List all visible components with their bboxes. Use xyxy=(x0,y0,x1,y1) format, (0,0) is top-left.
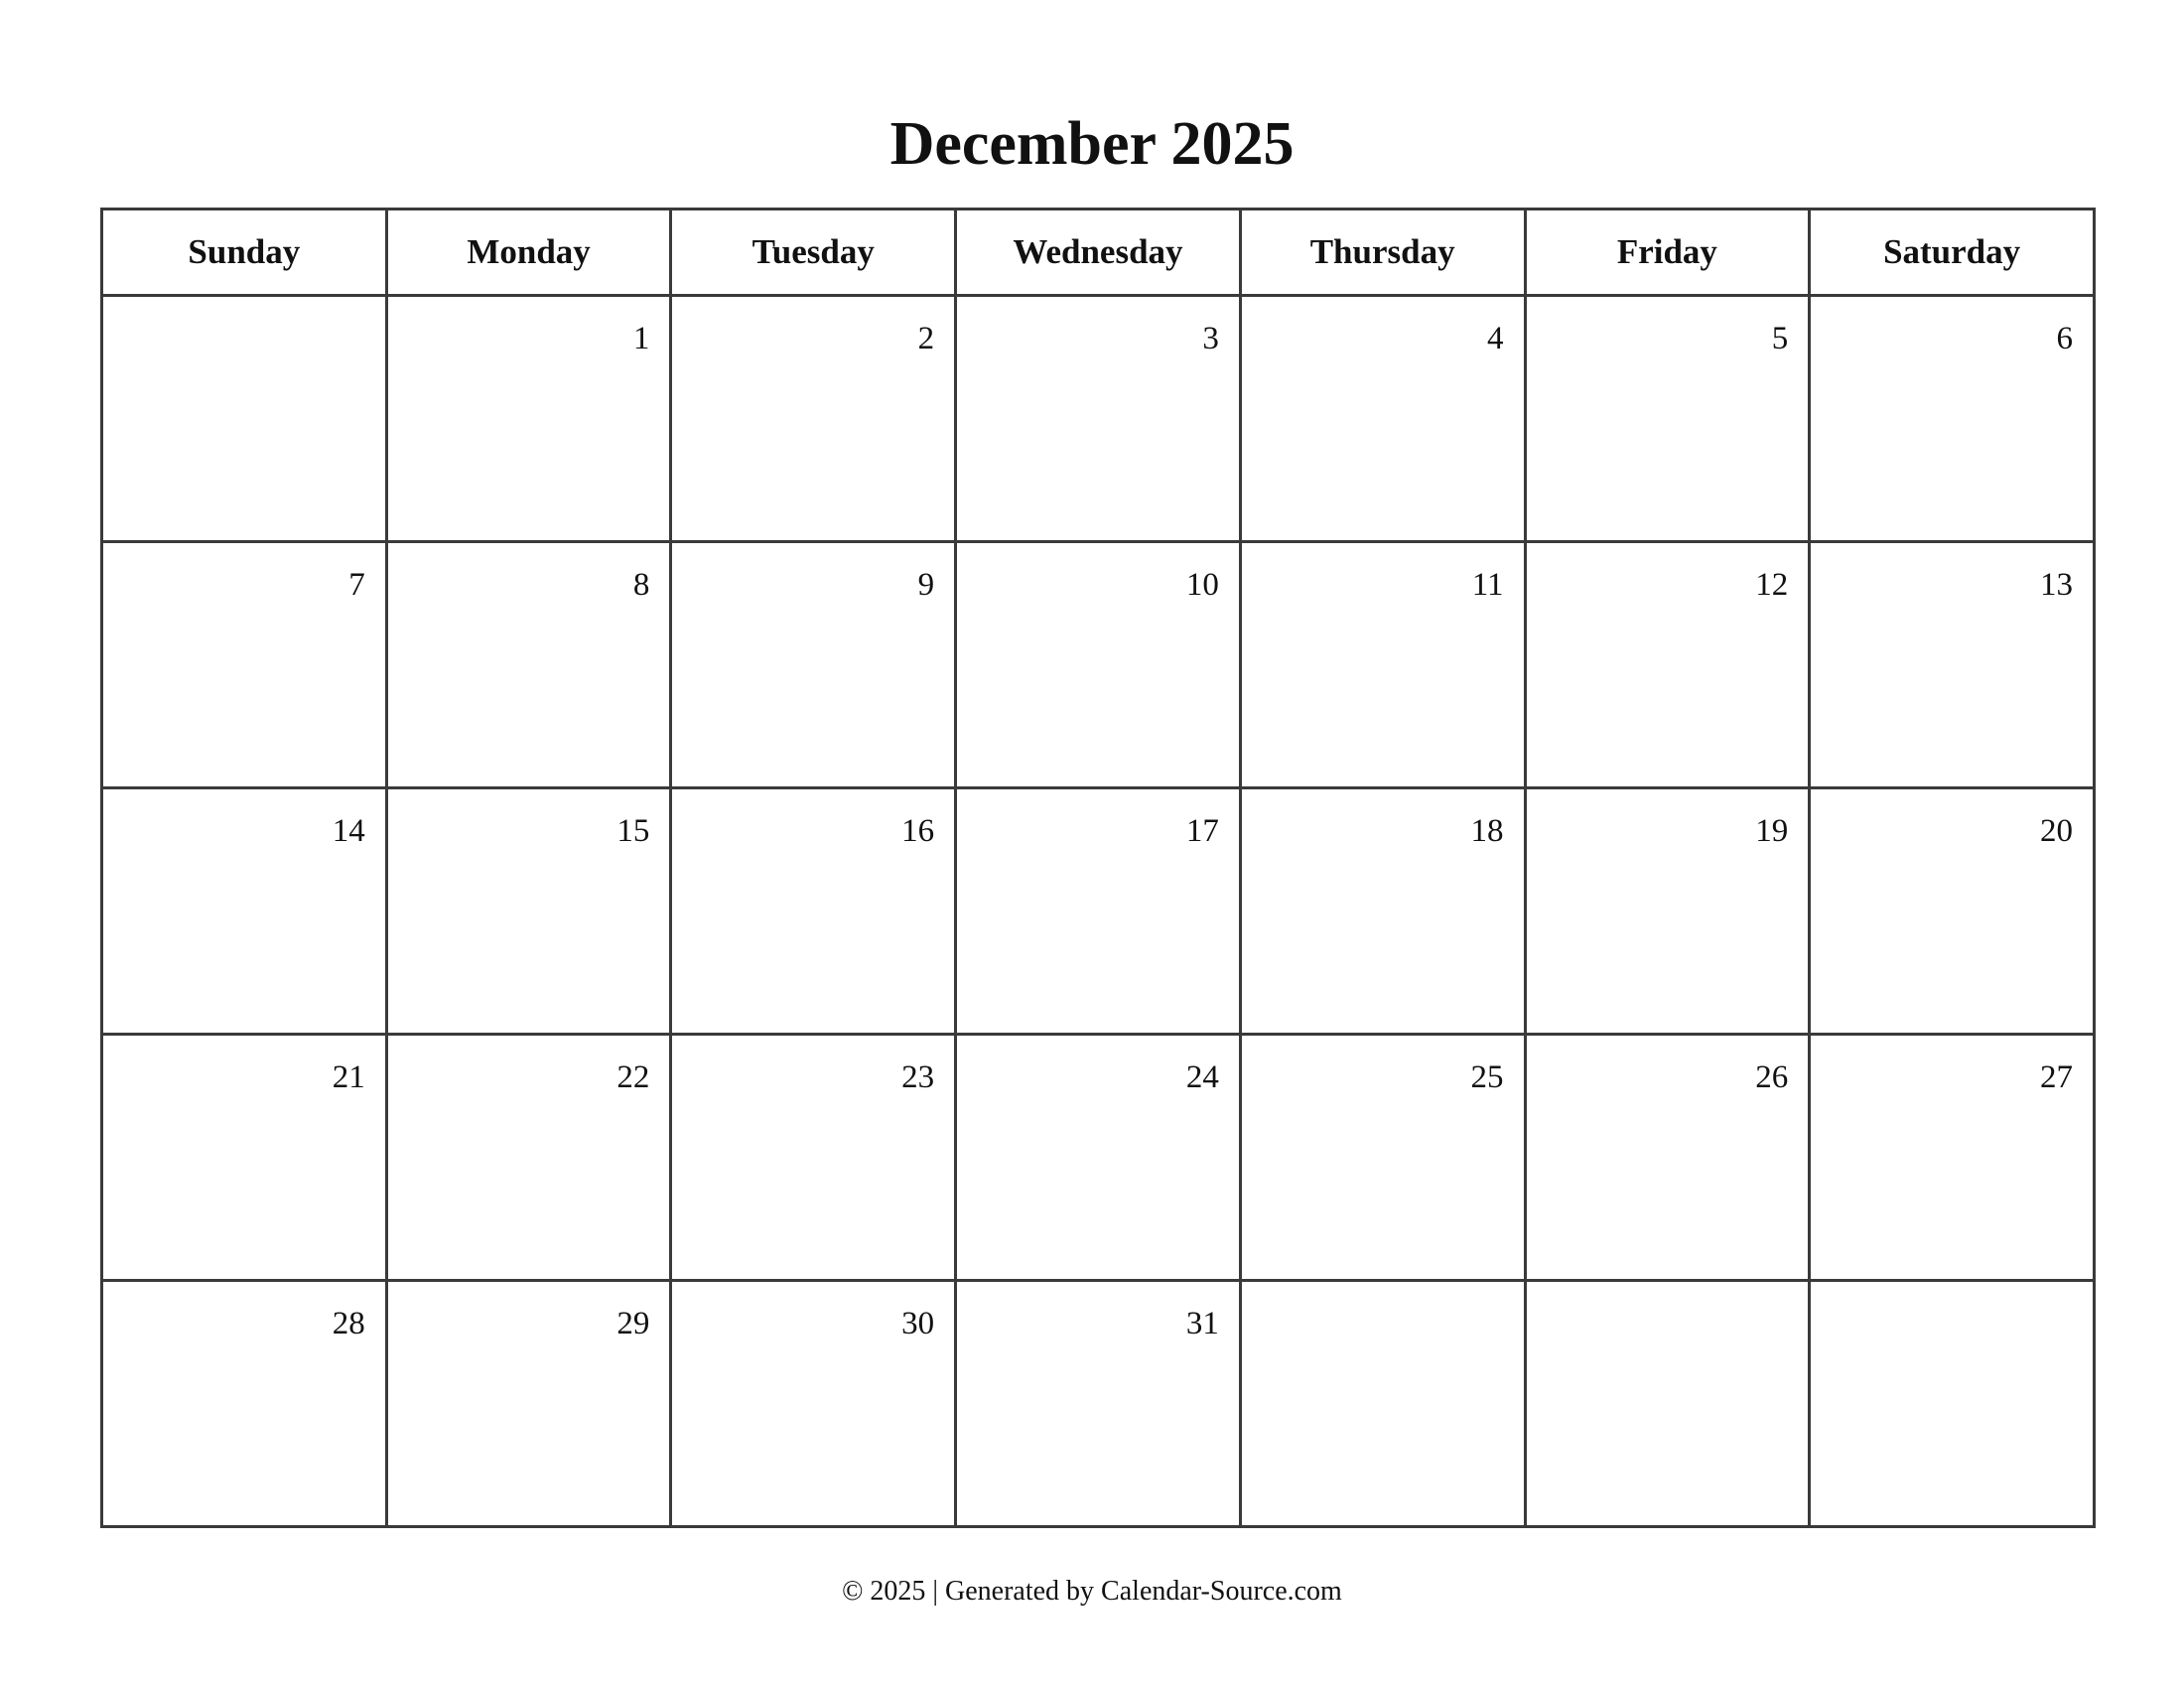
day-cell xyxy=(386,296,671,542)
day-number xyxy=(1527,1282,1809,1304)
day-cell xyxy=(956,1035,1241,1281)
day-number: 2 xyxy=(917,321,935,356)
day-number: 28 xyxy=(332,1306,365,1341)
day-number: 27 xyxy=(2040,1059,2073,1095)
day-number: 25 xyxy=(1470,1059,1504,1095)
day-cell xyxy=(956,788,1241,1035)
weekday-header-thursday: Thursday xyxy=(1240,210,1525,296)
day-cell xyxy=(102,1281,387,1527)
day-cell xyxy=(1525,1281,1810,1527)
day-cell xyxy=(956,1281,1241,1527)
day-number: 13 xyxy=(2040,567,2073,603)
week-row xyxy=(102,1281,2095,1527)
day-cell xyxy=(671,1281,956,1527)
day-cell xyxy=(1810,296,2095,542)
day-number: 8 xyxy=(632,567,650,603)
day-number: 9 xyxy=(917,567,935,603)
day-number: 12 xyxy=(1755,567,1789,603)
day-number: 18 xyxy=(1470,813,1504,849)
week-row xyxy=(102,788,2095,1035)
week-row xyxy=(102,542,2095,788)
calendar-grid xyxy=(100,208,2096,1528)
day-cell xyxy=(956,542,1241,788)
day-cell xyxy=(1240,1035,1525,1281)
day-number xyxy=(1242,1282,1524,1304)
day-cell xyxy=(386,1281,671,1527)
day-number: 3 xyxy=(1202,321,1219,356)
day-cell xyxy=(102,296,387,542)
day-cell xyxy=(1240,542,1525,788)
day-cell xyxy=(1810,1035,2095,1281)
week-row xyxy=(102,296,2095,542)
day-cell xyxy=(1810,542,2095,788)
day-cell xyxy=(1525,296,1810,542)
weekday-header-saturday: Saturday xyxy=(1810,210,2095,296)
day-cell xyxy=(1525,1035,1810,1281)
day-number: 20 xyxy=(2040,813,2073,849)
day-cell xyxy=(1240,788,1525,1035)
day-number: 31 xyxy=(1185,1306,1219,1341)
day-cell xyxy=(102,1035,387,1281)
weekday-header-tuesday: Tuesday xyxy=(671,210,956,296)
day-number: 1 xyxy=(632,321,650,356)
day-number: 17 xyxy=(1185,813,1219,849)
day-number: 5 xyxy=(1771,321,1789,356)
day-cell xyxy=(102,542,387,788)
day-cell xyxy=(386,788,671,1035)
day-cell xyxy=(956,296,1241,542)
day-cell xyxy=(671,296,956,542)
day-cell xyxy=(1240,1281,1525,1527)
day-number xyxy=(1811,1282,2093,1304)
footer-credit: © 2025 | Generated by Calendar-Source.com xyxy=(842,1576,1342,1607)
weekday-header-wednesday: Wednesday xyxy=(956,210,1241,296)
weekday-header-row xyxy=(102,210,2095,296)
day-number: 14 xyxy=(332,813,365,849)
day-cell xyxy=(102,788,387,1035)
day-cell xyxy=(671,1035,956,1281)
day-number: 4 xyxy=(1487,321,1504,356)
day-number: 21 xyxy=(332,1059,365,1095)
day-number: 24 xyxy=(1185,1059,1219,1095)
day-number xyxy=(103,297,385,319)
day-cell xyxy=(1810,788,2095,1035)
day-number: 11 xyxy=(1471,567,1504,603)
calendar-title: December 2025 xyxy=(889,110,1295,178)
weekday-header-sunday: Sunday xyxy=(102,210,387,296)
day-cell xyxy=(671,788,956,1035)
day-cell xyxy=(1525,788,1810,1035)
day-number: 29 xyxy=(616,1306,650,1341)
day-cell xyxy=(386,542,671,788)
day-number: 26 xyxy=(1755,1059,1789,1095)
weekday-header-friday: Friday xyxy=(1525,210,1810,296)
day-number: 19 xyxy=(1755,813,1789,849)
day-number: 23 xyxy=(901,1059,935,1095)
day-cell xyxy=(1810,1281,2095,1527)
day-cell xyxy=(386,1035,671,1281)
day-cell xyxy=(1240,296,1525,542)
day-number: 30 xyxy=(901,1306,935,1341)
day-number: 7 xyxy=(348,567,365,603)
day-number: 16 xyxy=(901,813,935,849)
day-number: 22 xyxy=(616,1059,650,1095)
day-number: 6 xyxy=(2056,321,2073,356)
day-cell xyxy=(671,542,956,788)
day-number: 10 xyxy=(1185,567,1219,603)
weekday-header-monday: Monday xyxy=(386,210,671,296)
week-row xyxy=(102,1035,2095,1281)
day-cell xyxy=(1525,542,1810,788)
day-number: 15 xyxy=(616,813,650,849)
